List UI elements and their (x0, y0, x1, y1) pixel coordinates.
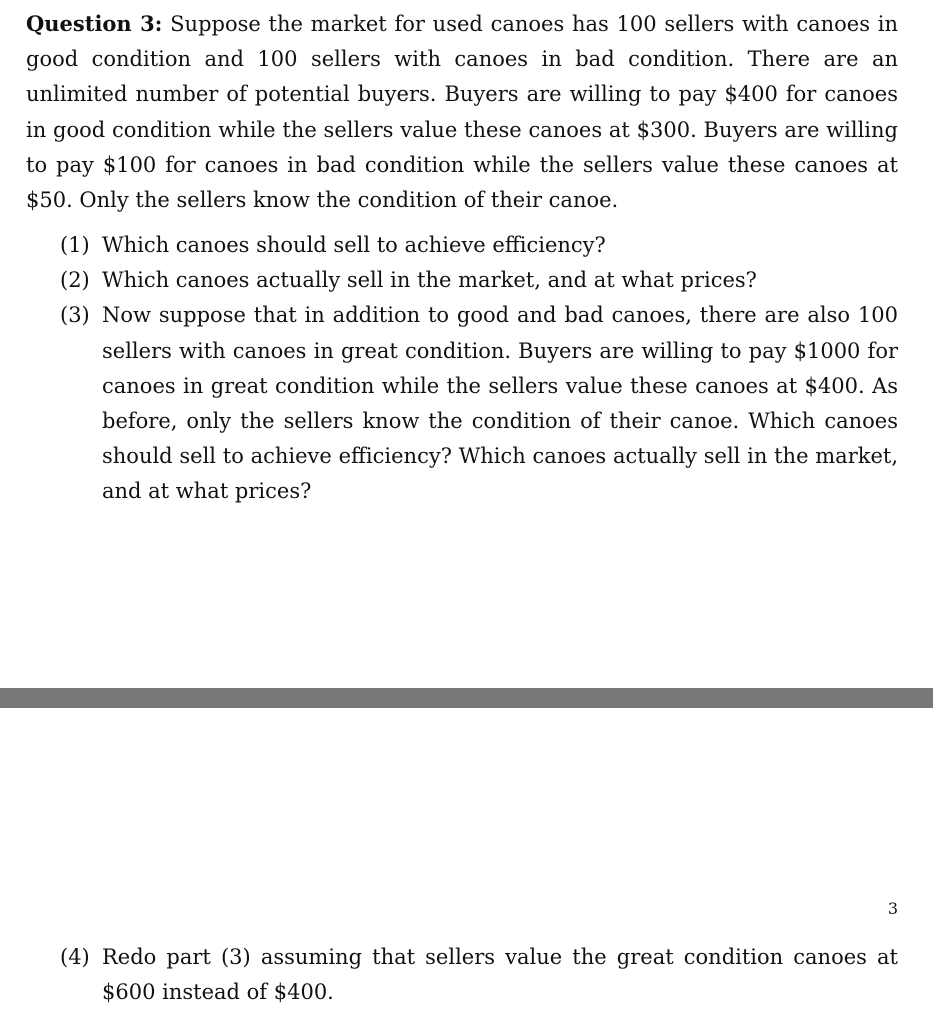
part-item-2 (60, 263, 898, 298)
part-number: (2) (60, 268, 90, 293)
page-number: 3 (887, 899, 898, 918)
question-parts-list-continued (60, 940, 898, 1010)
part-number: (1) (60, 233, 90, 257)
part-number: (4) (60, 945, 90, 969)
part-number: (3) (60, 303, 90, 328)
question-label: Question 3: (26, 11, 163, 36)
question-text: Suppose the market for used canoes has 100 sellers with canoes in good condition and 100 sellers with canoes in bad condition. There are an unlimited number of potential buyers. Buyers are willing to pay $400 for canoes in good condition while the sellers value these canoes at $300. Buyers are willing to pay $100 for canoes in bad condition while the sellers value these canoes at $50. Only the sellers know the condition of their canoe. (26, 12, 898, 213)
part-item-1 (60, 228, 898, 263)
part-text: Redo part (3) assuming that sellers value the great condition canoes at $600 instead of $400. (102, 945, 898, 1005)
question-paragraph (26, 6, 898, 218)
part-text: Which canoes actually sell in the market, and at what prices? (102, 268, 757, 293)
part-text: Which canoes should sell to achieve efficiency? (102, 233, 606, 257)
part-text: Now suppose that in addition to good and bad canoes, there are also 100 sellers with canoes in great condition. Buyers are willing to pay $1000 for canoes in great condition while the sellers value these canoes at $400. As before, only the sellers know the condition of their canoe. Which canoes should sell to achieve efficiency? Which canoes actually sell in the market, and at what prices? (102, 303, 898, 504)
page-separator (0, 688, 933, 708)
part-item-4 (60, 940, 898, 1010)
question-parts-list (60, 228, 898, 510)
part-item-3 (60, 298, 898, 509)
